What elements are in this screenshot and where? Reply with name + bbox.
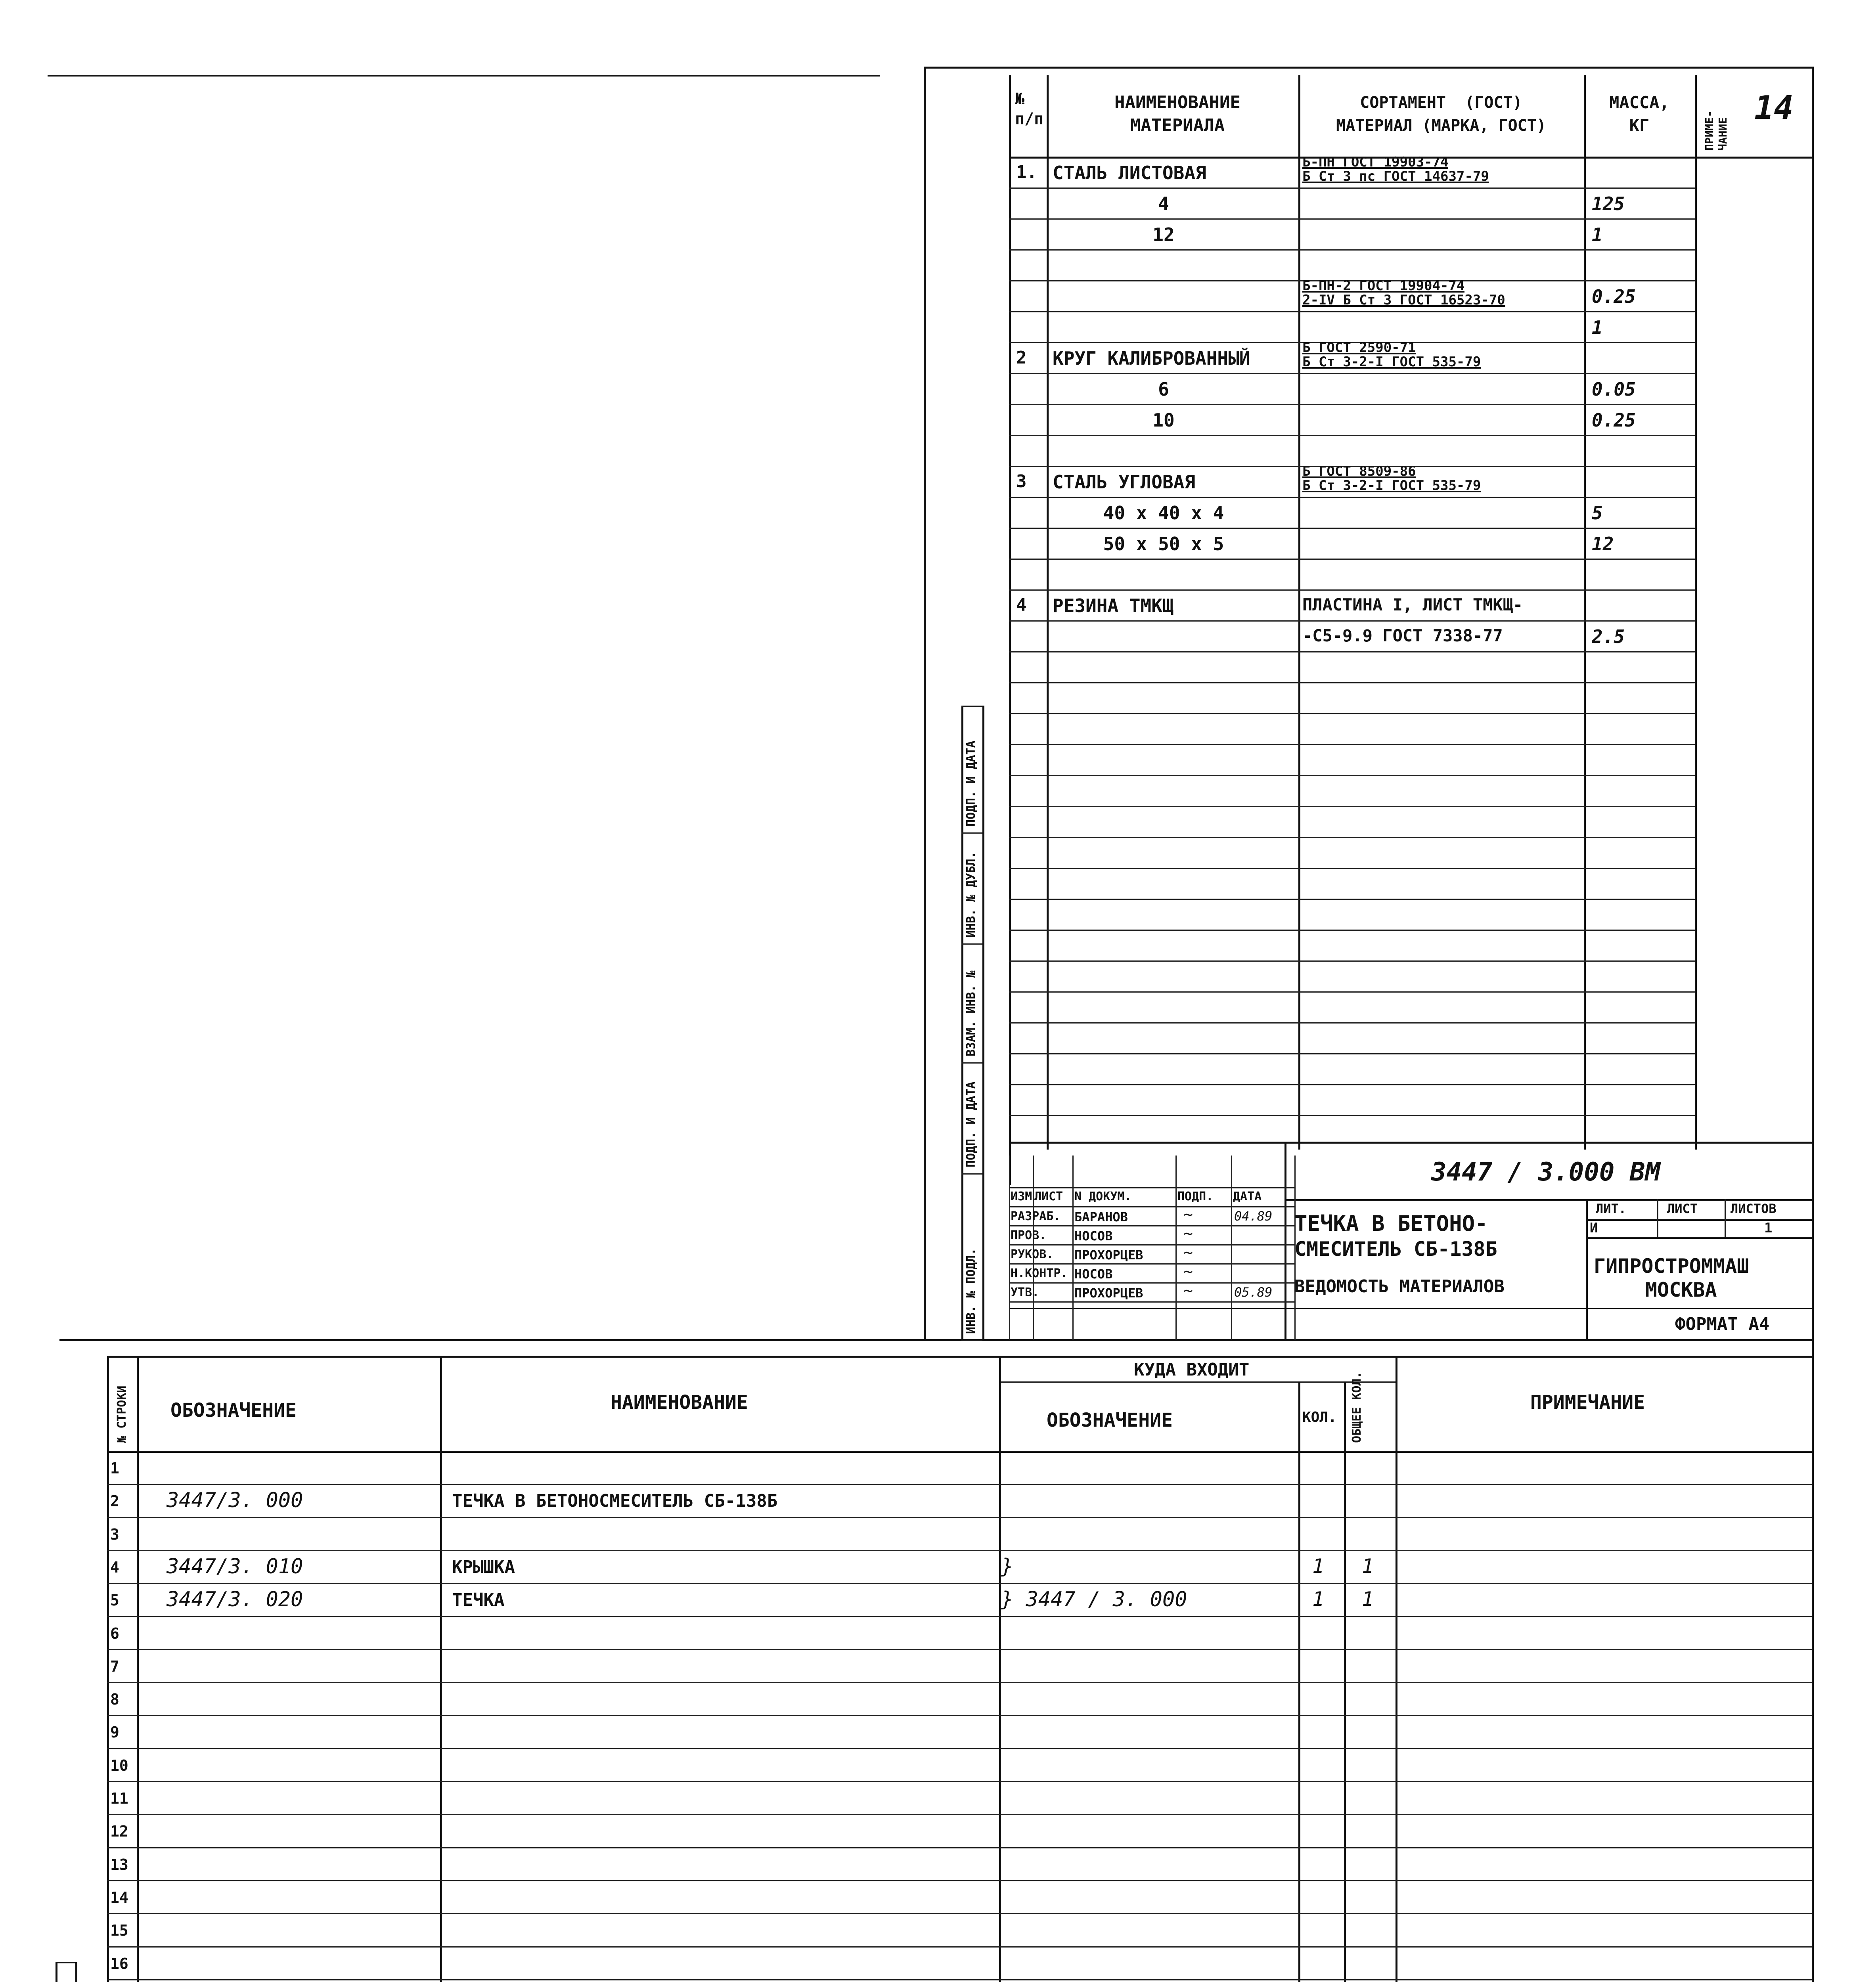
assortment-standard: Б ГОСТ 8509-86 <box>1302 463 1416 479</box>
spec-row <box>107 1880 1812 1913</box>
spec-row <box>107 1748 1812 1781</box>
title-grid-header: ИЗМ. <box>1011 1190 1039 1203</box>
header-mass: МАССА, КГ <box>1609 93 1669 135</box>
material-name: 4 <box>1158 193 1169 214</box>
material-row <box>1009 497 1695 528</box>
material-row <box>1009 620 1695 651</box>
assortment-standard: Б-ПН-2 ГОСТ 19904-74 <box>1302 278 1465 294</box>
stamp-divider <box>961 832 982 834</box>
material-name: 6 <box>1158 379 1169 400</box>
material-mass: 12 <box>1592 533 1614 555</box>
page-number: 14 <box>1754 89 1794 127</box>
material-mass: 125 <box>1592 193 1625 214</box>
title-grid-header: N ДОКУМ. <box>1074 1190 1132 1203</box>
signer-role: РАЗРАБ. <box>1011 1209 1061 1223</box>
title-grid-row <box>1009 1301 1294 1303</box>
row-number: 1 <box>110 1460 119 1477</box>
stamp-divider <box>961 1062 982 1064</box>
spec-row <box>107 1517 1812 1550</box>
signature-mark: ~ <box>1183 1244 1193 1262</box>
grid-line <box>1009 837 1695 838</box>
material-row <box>1009 311 1695 342</box>
assortment-standard: Б-ПН ГОСТ 19903-74 <box>1302 154 1449 170</box>
format: ФОРМАТ А4 <box>1675 1314 1770 1334</box>
assortment-material: Б Ст 3-2-I ГОСТ 535-79 <box>1302 478 1481 494</box>
signer-role: Н.КОНТР. <box>1011 1266 1068 1280</box>
stamp-divider <box>961 943 982 945</box>
row-qty: 1 <box>1312 1555 1325 1578</box>
city: МОСКВА <box>1645 1278 1717 1301</box>
row-number: 7 <box>110 1658 119 1675</box>
sheet-label: ЛИСТ <box>1667 1201 1698 1216</box>
row-number: 2 <box>110 1492 119 1510</box>
material-row <box>1009 187 1695 218</box>
header-material-name: НАИМЕНОВАНИЕ МАТЕРИАЛА <box>1114 92 1240 136</box>
material-name: 40 х 40 х 4 <box>1103 502 1224 524</box>
organization: ГИПРОСТРОММАШ <box>1594 1255 1749 1278</box>
row-number: 13 <box>110 1856 128 1873</box>
signer-name: ПРОХОРЦЕВ <box>1074 1286 1143 1301</box>
signer-name: НОСОВ <box>1074 1266 1113 1282</box>
material-row <box>1009 342 1695 373</box>
title-grid-header: ЛИСТ <box>1034 1190 1063 1203</box>
title-grid-col <box>1231 1156 1232 1340</box>
header-total-qty: ОБЩЕЕ КОЛ. <box>1350 1371 1364 1443</box>
material-name: 10 <box>1152 409 1175 431</box>
material-row <box>1009 559 1695 589</box>
material-row <box>1009 589 1695 620</box>
row-where-used: } 3447 / 3. 000 <box>1001 1588 1187 1611</box>
title-grid-row <box>1009 1225 1294 1226</box>
header-where-designation: ОБОЗНАЧЕНИЕ <box>1047 1409 1173 1431</box>
material-number: 2 <box>1016 348 1027 368</box>
row-name: ТЕЧКА <box>452 1590 505 1610</box>
spec-row <box>107 1484 1812 1517</box>
stamp-label: ИНВ. № ПОДЛ. <box>964 1248 978 1334</box>
signer-role: ПРОВ. <box>1011 1228 1047 1242</box>
title-grid-row <box>1009 1244 1294 1245</box>
grid-line <box>1009 1115 1695 1116</box>
grid-line <box>1009 775 1695 776</box>
lit-value: И <box>1590 1220 1598 1236</box>
row-designation: 3447/3. 020 <box>167 1588 303 1611</box>
material-name: СТАЛЬ ЛИСТОВАЯ <box>1053 162 1206 184</box>
spec-row <box>107 1451 1812 1484</box>
spec-row <box>107 1550 1812 1583</box>
material-row <box>1009 218 1695 249</box>
stamp-label: ПОДП. И ДАТА <box>964 1081 978 1167</box>
signature-mark: ~ <box>1183 1263 1193 1281</box>
grid-line <box>1009 744 1695 745</box>
stamp-divider <box>961 1340 982 1341</box>
title-grid-row <box>1009 1263 1294 1265</box>
stamp-divider <box>56 1962 75 1963</box>
row-number: 4 <box>110 1559 119 1576</box>
material-row <box>1009 404 1695 435</box>
material-name: РЕЗИНА ТМКЩ <box>1053 595 1173 616</box>
spec-row <box>107 1847 1812 1880</box>
title-line-1: ТЕЧКА В БЕТОНО- <box>1294 1211 1488 1236</box>
header-qty: КОЛ. <box>1302 1409 1337 1425</box>
title-grid-row <box>1009 1206 1294 1207</box>
spec-row <box>107 1913 1812 1946</box>
signature-mark: ~ <box>1183 1224 1193 1243</box>
material-row <box>1009 528 1695 559</box>
spec-row <box>107 1946 1812 1979</box>
material-mass: 2.5 <box>1592 626 1625 647</box>
signer-role: РУКОВ. <box>1011 1247 1054 1261</box>
material-mass: 5 <box>1592 502 1603 524</box>
title-grid-row <box>1009 1187 1294 1188</box>
signature-mark: ~ <box>1183 1205 1193 1224</box>
material-mass: 1 <box>1592 317 1603 338</box>
spec-row <box>107 1616 1812 1649</box>
row-number: 16 <box>110 1955 128 1972</box>
row-number: 3 <box>110 1526 119 1543</box>
spec-row <box>107 1583 1812 1616</box>
assortment-standard: -С5-9.9 ГОСТ 7338-77 <box>1302 626 1503 645</box>
material-row <box>1009 280 1695 311</box>
material-number: 3 <box>1016 471 1027 492</box>
title-grid-col <box>1175 1156 1177 1340</box>
assortment-standard: ПЛАСТИНА I, ЛИСТ ТМКЩ- <box>1302 595 1523 614</box>
header-where-used: КУДА ВХОДИТ <box>1134 1360 1250 1380</box>
header-assortment: СОРТАМЕНТ (ГОСТ) МАТЕРИАЛ (МАРКА, ГОСТ) <box>1336 94 1546 135</box>
row-where-used: } <box>1001 1555 1014 1578</box>
signer-name: НОСОВ <box>1074 1228 1113 1244</box>
designation: 3447 / 3.000 ВМ <box>1431 1157 1660 1187</box>
material-mass: 0.25 <box>1592 286 1636 307</box>
assortment-material: 2-IV Б Ст 3 ГОСТ 16523-70 <box>1302 292 1505 308</box>
grid-line <box>1009 899 1695 900</box>
grid-line <box>1009 868 1695 869</box>
stamp-divider <box>961 706 982 707</box>
grid-line <box>1009 930 1695 931</box>
row-designation: 3447/3. 010 <box>167 1555 303 1578</box>
title-grid-row <box>1009 1282 1294 1284</box>
assortment-material: Б Ст 3 пс ГОСТ 14637-79 <box>1302 168 1489 184</box>
grid-line <box>1009 1084 1695 1085</box>
lit-label: ЛИТ. <box>1596 1201 1627 1216</box>
material-row <box>1009 463 1695 497</box>
stamp-divider <box>961 1173 982 1175</box>
material-mass: 1 <box>1592 224 1603 245</box>
material-number: 1. <box>1016 162 1037 182</box>
stamp-label: ИНВ. № ДУБЛ. <box>964 851 978 937</box>
spec-row <box>107 1781 1812 1814</box>
signature-mark: ~ <box>1183 1282 1193 1300</box>
material-mass: 0.25 <box>1592 409 1636 431</box>
grid-line <box>1009 1022 1695 1024</box>
spec-row <box>107 1682 1812 1715</box>
material-name: СТАЛЬ УГЛОВАЯ <box>1053 471 1196 493</box>
material-row <box>1009 249 1695 280</box>
signer-role: УТВ. <box>1011 1286 1039 1299</box>
row-number: 5 <box>110 1592 119 1609</box>
row-number: 9 <box>110 1724 119 1741</box>
assortment-material: Б Ст 3-2-I ГОСТ 535-79 <box>1302 354 1481 370</box>
sheets-value: 1 <box>1764 1220 1773 1236</box>
grid-line <box>1009 682 1695 683</box>
material-name: 12 <box>1152 224 1175 245</box>
header-row-number: № СТРОКИ <box>115 1385 129 1443</box>
row-number: 12 <box>110 1823 128 1840</box>
spec-row <box>107 1649 1812 1682</box>
material-row <box>1009 373 1695 404</box>
row-total-qty: 1 <box>1362 1588 1374 1611</box>
sign-date: 05.89 <box>1234 1285 1273 1300</box>
material-row <box>1009 154 1695 187</box>
title-line-2: СМЕСИТЕЛЬ СБ-138Б <box>1294 1238 1497 1261</box>
row-designation: 3447/3. 000 <box>167 1488 303 1512</box>
row-number: 15 <box>110 1922 128 1939</box>
assortment-standard: Б ГОСТ 2590-71 <box>1302 340 1416 356</box>
material-row <box>1009 435 1695 466</box>
header-designation: ОБОЗНАЧЕНИЕ <box>170 1399 297 1421</box>
spec-row <box>107 1715 1812 1748</box>
row-number: 10 <box>110 1757 128 1774</box>
grid-line <box>1009 713 1695 714</box>
grid-line <box>1009 651 1695 652</box>
spec-row <box>107 1814 1812 1847</box>
material-mass: 0.05 <box>1592 379 1636 400</box>
grid-line <box>1009 1053 1695 1054</box>
header-name: НАИМЕНОВАНИЕ <box>611 1391 748 1414</box>
material-name: 50 х 50 х 5 <box>1103 533 1224 555</box>
title-grid-header: ДАТА <box>1233 1190 1262 1203</box>
title-grid-header: ПОДП. <box>1177 1190 1214 1203</box>
row-name: ТЕЧКА В БЕТОНОСМЕСИТЕЛЬ СБ-138Б <box>452 1491 778 1511</box>
grid-line <box>1009 991 1695 993</box>
title-grid-col <box>1072 1156 1074 1340</box>
material-number: 4 <box>1016 595 1027 615</box>
document-name: ВЕДОМОСТЬ МАТЕРИАЛОВ <box>1294 1276 1505 1297</box>
row-number: 6 <box>110 1625 119 1642</box>
stamp-label: ПОДП. И ДАТА <box>964 740 978 826</box>
row-number: 11 <box>110 1790 128 1807</box>
signer-name: БАРАНОВ <box>1074 1209 1128 1224</box>
row-number: 8 <box>110 1691 119 1708</box>
row-number: 14 <box>110 1889 128 1906</box>
sign-date: 04.89 <box>1234 1209 1273 1224</box>
header-note: ПРИМЕЧАНИЕ <box>1530 1391 1645 1414</box>
header-num: № п/п <box>1015 90 1044 128</box>
row-name: КРЫШКА <box>452 1557 515 1577</box>
sheets-label: ЛИСТОВ <box>1731 1201 1776 1216</box>
grid-line <box>1009 960 1695 962</box>
stamp-label: ВЗАМ. ИНВ. № <box>964 970 978 1056</box>
row-total-qty: 1 <box>1362 1555 1374 1578</box>
row-qty: 1 <box>1312 1588 1325 1611</box>
material-name: КРУГ КАЛИБРОВАННЫЙ <box>1053 348 1250 369</box>
title-grid-col <box>1009 1156 1010 1340</box>
signer-name: ПРОХОРЦЕВ <box>1074 1247 1143 1263</box>
header-note: ПРИМЕ- ЧАНИЕ <box>1703 110 1729 151</box>
grid-line <box>1009 806 1695 807</box>
spec-row <box>107 1979 1812 1982</box>
